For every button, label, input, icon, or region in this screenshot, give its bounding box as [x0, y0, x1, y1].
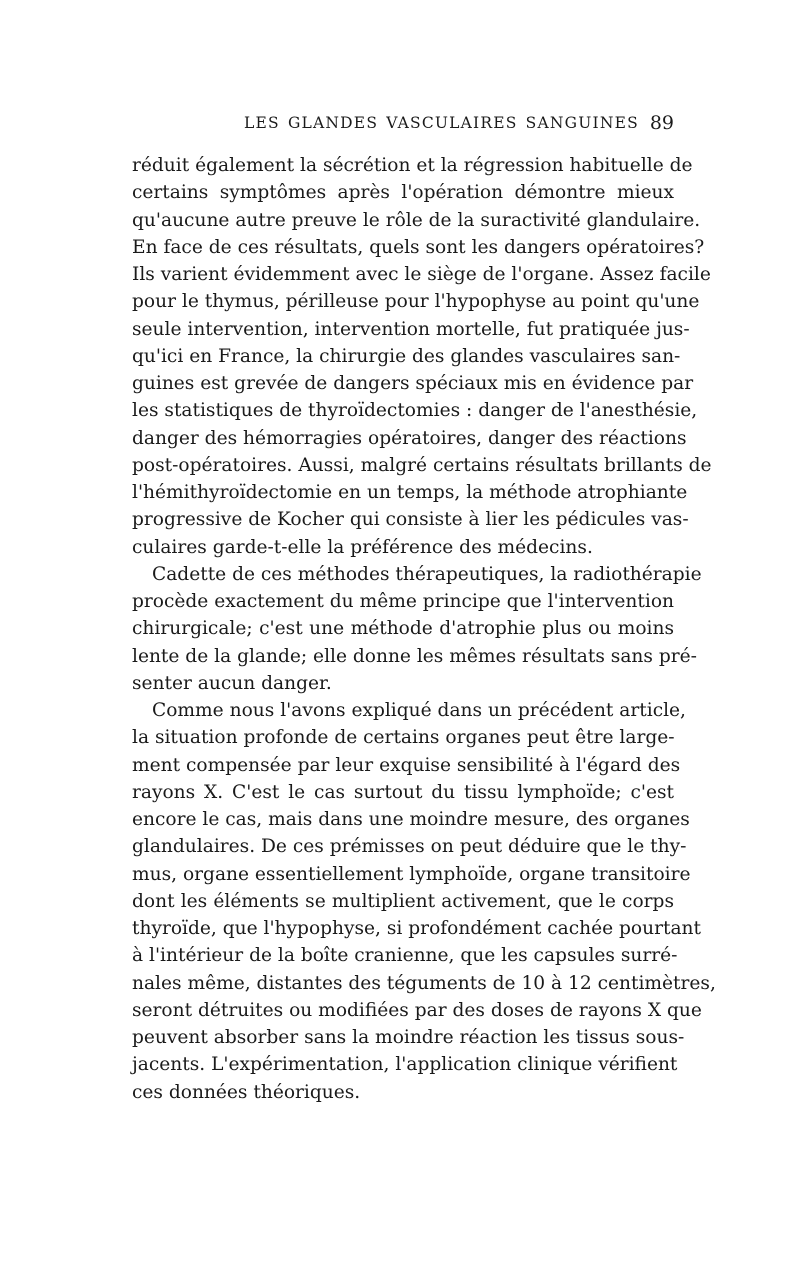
text-line: En face de ces résultats, quels sont les dangers opératoires?	[132, 236, 705, 258]
text-line: procède exactement du même principe que l'intervention	[132, 591, 674, 612]
text-line: thyroïde, que l'hypophyse, si profondément cachée pourtant	[132, 918, 701, 939]
running-head	[132, 112, 674, 140]
text-line: réduit également la sécrétion et la régression habituelle de	[132, 155, 693, 176]
text-line: qu'ici en France, la chirurgie des glandes vasculaires san-	[132, 345, 681, 367]
text-line: rayons X. C'est le cas surtout du tissu lymphoïde; c'est	[132, 781, 674, 803]
text-line: dont les éléments se multiplient activement, que le corps	[132, 890, 674, 912]
text-line: jacents. L'expérimentation, l'application clinique vérifient	[132, 1054, 678, 1076]
text-line: senter aucun danger.	[132, 672, 332, 694]
text-line: ment compensée par leur exquise sensibilité à l'égard des	[132, 754, 681, 776]
text-line: la situation profonde de certains organes peut être large-	[132, 727, 675, 749]
text-line: Ils varient évidemment avec le siège de l'organe. Assez facile	[132, 264, 711, 285]
text-line: culaires garde-t-elle la préférence des médecins.	[132, 536, 593, 558]
text-line: chirurgicale; c'est une méthode d'atrophie plus ou moins	[132, 618, 674, 640]
text-line: nales même, distantes des téguments de 10 à 12 centimètres,	[132, 972, 716, 994]
text-line: progressive de Kocher qui consiste à lier les pédicules vas-	[132, 509, 689, 531]
text-line: encore le cas, mais dans une moindre mesure, des organes	[132, 809, 690, 830]
text-line: glandulaires. De ces prémisses on peut déduire que le thy-	[132, 836, 687, 858]
paragraph-2	[132, 561, 702, 697]
text-line: danger des hémorragies opératoires, danger des réactions	[132, 427, 687, 449]
text-line: à l'intérieur de la boîte cranienne, que les capsules surré-	[132, 945, 678, 967]
body-text	[132, 152, 716, 1106]
text-line: seront détruites ou modifiées par des doses de rayons X que	[132, 999, 702, 1021]
text-line: certains symptômes après l'opération démontre mieux	[132, 182, 674, 204]
text-line: l'hémithyroïdectomie en un temps, la méthode atrophiante	[132, 482, 688, 503]
running-title: LES GLANDES VASCULAIRES SANGUINES	[244, 114, 639, 132]
page-number: 89	[649, 112, 674, 134]
paragraph-1	[132, 152, 712, 561]
text-line: lente de la glande; elle donne les mêmes résultats sans pré-	[132, 645, 697, 667]
text-line: post-opératoires. Aussi, malgré certains résultats brillants de	[132, 454, 712, 476]
paragraph-3	[132, 697, 716, 1106]
text-line: guines est grevée de dangers spéciaux mis en évidence par	[132, 373, 694, 394]
text-line: Comme nous l'avons expliqué dans un précédent article,	[152, 700, 686, 721]
text-line: peuvent absorber sans la moindre réaction les tissus sous-	[132, 1027, 685, 1048]
text-line: ces données théoriques.	[132, 1081, 361, 1103]
text-line: pour le thymus, périlleuse pour l'hypophyse au point qu'une	[132, 291, 700, 313]
text-line: qu'aucune autre preuve le rôle de la suractivité glandulaire.	[132, 209, 701, 231]
text-line: les statistiques de thyroïdectomies : danger de l'anesthésie,	[132, 400, 698, 422]
text-line: mus, organe essentiellement lymphoïde, organe transitoire	[132, 863, 691, 885]
text-line: seule intervention, intervention mortelle, fut pratiquée jus-	[132, 318, 690, 340]
text-line: Cadette de ces méthodes thérapeutiques, la radiothérapie	[152, 563, 702, 585]
